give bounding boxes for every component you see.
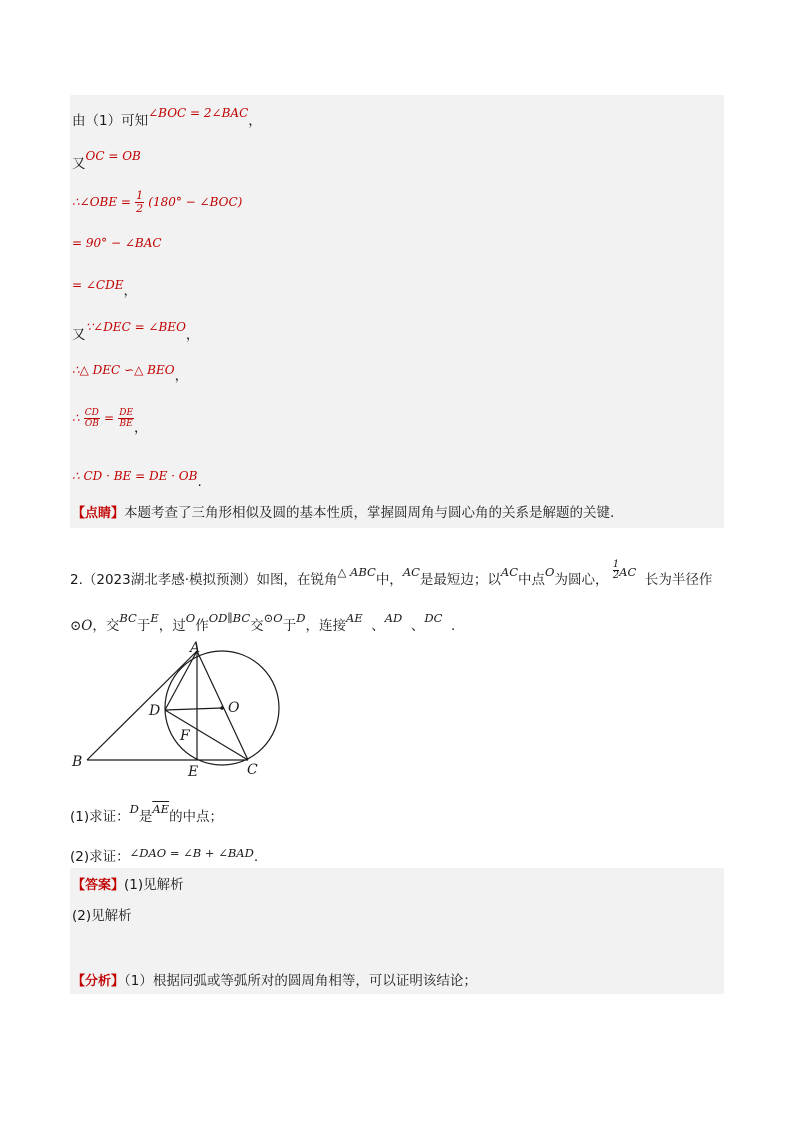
label-o: O <box>228 700 240 716</box>
answer-tag: 【答案】 <box>72 878 125 893</box>
solution-line-1 <box>72 106 262 131</box>
segment-ad <box>165 651 197 710</box>
line6-suffix: ， <box>185 327 200 343</box>
answer-1: (1)见解析 <box>124 877 184 893</box>
part1-suffix: 的中点； <box>169 809 224 825</box>
problem-line-1 <box>70 558 713 591</box>
math-half-ac: AC <box>619 565 637 579</box>
answer-2: (2)见解析 <box>72 908 132 924</box>
line2-prefix: 又 <box>72 156 86 172</box>
label-c: C <box>247 762 258 778</box>
line1-suffix: ， <box>248 113 262 129</box>
problem-zhong: 中， <box>375 572 403 588</box>
part1-shi: 是 <box>138 809 153 825</box>
solution-line-9 <box>72 467 202 490</box>
math-ac-1: AC <box>402 565 420 579</box>
part1-arc-ae: $\overline{AE}$ <box>152 802 170 816</box>
problem-shortest: 是最短边；以 <box>419 572 501 588</box>
answer-line-1 <box>72 876 184 895</box>
part-2 <box>70 845 258 865</box>
analysis-text: （1）根据同弧或等弧所对的圆周角相等，可以证明该结论； <box>124 973 477 989</box>
analysis-line <box>72 972 477 991</box>
label-d: D <box>149 703 161 719</box>
line3-fraction: $\frac{1}{2}$ <box>136 189 144 215</box>
analysis-tag: 【分析】 <box>72 974 125 989</box>
problem-line-2 <box>70 611 456 634</box>
problem-period: . <box>451 618 456 634</box>
problem-jiao-2: 交 <box>250 618 264 634</box>
problem-dun-2: 、 <box>410 618 425 634</box>
problem-center: 为圆心， <box>554 572 609 588</box>
problem-radius: 长为半径作 <box>644 572 713 588</box>
problem-midpoint: 中点 <box>518 572 546 588</box>
math-ae: AE <box>345 611 363 625</box>
solution-line-3 <box>72 190 242 215</box>
math-e: E <box>150 611 159 625</box>
solution-line-6 <box>72 320 200 345</box>
solution-line-7 <box>72 361 189 384</box>
line5-math: = ∠CDE <box>72 278 124 292</box>
line4-math: = 90° − ∠BAC <box>72 236 162 250</box>
segment-do <box>165 708 222 710</box>
line6-math: ∵∠DEC = ∠BEO <box>85 320 186 334</box>
line1-math: ∠BOC = 2∠BAC <box>148 106 249 120</box>
math-d: D <box>296 611 306 625</box>
part-1 <box>70 802 224 825</box>
line2-math: OC = OB <box>85 149 141 163</box>
line8-lead: ∴ <box>72 411 80 425</box>
math-ad: AD <box>384 611 403 625</box>
label-b: B <box>72 754 83 770</box>
problem-guo: ，过 <box>158 618 186 634</box>
comment-text: 本题考查了三角形相似及圆的基本性质，掌握圆周角与圆心角的关系是解题的关键. <box>124 505 615 521</box>
line8-fraction-1: $\frac{CD}{OB}$ <box>84 408 99 429</box>
line9-math: ∴ CD · BE = DE · OB <box>72 469 198 483</box>
part1-prefix: (1)求证： <box>70 809 130 825</box>
part1-d: D <box>129 802 139 816</box>
math-o-1: O <box>545 565 555 579</box>
part2-suffix: . <box>253 849 259 865</box>
answer-line-2 <box>72 907 132 926</box>
problem-dun-1: 、 <box>371 618 385 634</box>
math-circle-o: ⊙O <box>70 618 93 634</box>
line8-fraction-2: $\frac{DE}{BE}$ <box>119 408 134 429</box>
line5-suffix: ， <box>123 283 137 299</box>
geometry-figure <box>65 638 295 783</box>
problem-zuo: 作 <box>195 618 209 634</box>
problem-lianjie: ，连接 <box>305 618 346 634</box>
segment-ac <box>197 651 248 760</box>
math-circle-o-2: ⊙O <box>263 611 283 625</box>
solution-panel <box>70 95 724 528</box>
math-o-2: O <box>185 611 196 625</box>
line8-eq: = <box>104 411 115 425</box>
part2-prefix: (2)求证： <box>70 849 130 865</box>
segment-dc <box>165 710 248 760</box>
point-o <box>220 706 224 710</box>
comment-tag: 【点睛】 <box>72 506 125 521</box>
line3-rest: (180° − ∠BOC) <box>148 195 243 209</box>
line3-lead: ∴∠OBE = <box>72 195 131 209</box>
math-bc: BC <box>119 611 137 625</box>
line6-prefix: 又 <box>72 327 86 343</box>
line7-suffix: ， <box>174 368 189 384</box>
half-fraction: $\frac{1}{2}$ <box>612 558 620 581</box>
label-e: E <box>188 764 199 780</box>
part2-math: ∠DAO = ∠B + ∠BAD <box>129 846 254 860</box>
line1-prefix: 由（1）可知 <box>72 113 149 129</box>
line8-suffix: ， <box>134 420 148 436</box>
solution-line-5 <box>72 276 137 299</box>
problem-jiao-1: ，交 <box>92 618 120 634</box>
label-a: A <box>190 640 201 656</box>
solution-line-2 <box>72 149 141 174</box>
label-f: F <box>180 728 190 744</box>
line7-math: ∴△ DEC ∽△ BEO <box>72 363 175 377</box>
solution-line-4 <box>72 234 162 253</box>
problem-yu-2: 于 <box>282 618 297 634</box>
problem-source: 2.（2023湖北孝感·模拟预测）如图，在锐角 <box>70 572 338 588</box>
solution-line-8 <box>72 408 148 436</box>
tri-abc: △ ABC <box>337 565 376 579</box>
math-dc: DC <box>424 611 443 625</box>
math-od-bc: OD∥BC <box>208 611 251 625</box>
line9-suffix: . <box>197 474 202 490</box>
comment-line <box>72 504 614 523</box>
problem-yu-1: 于 <box>136 618 151 634</box>
math-ac-2: AC <box>500 565 519 579</box>
